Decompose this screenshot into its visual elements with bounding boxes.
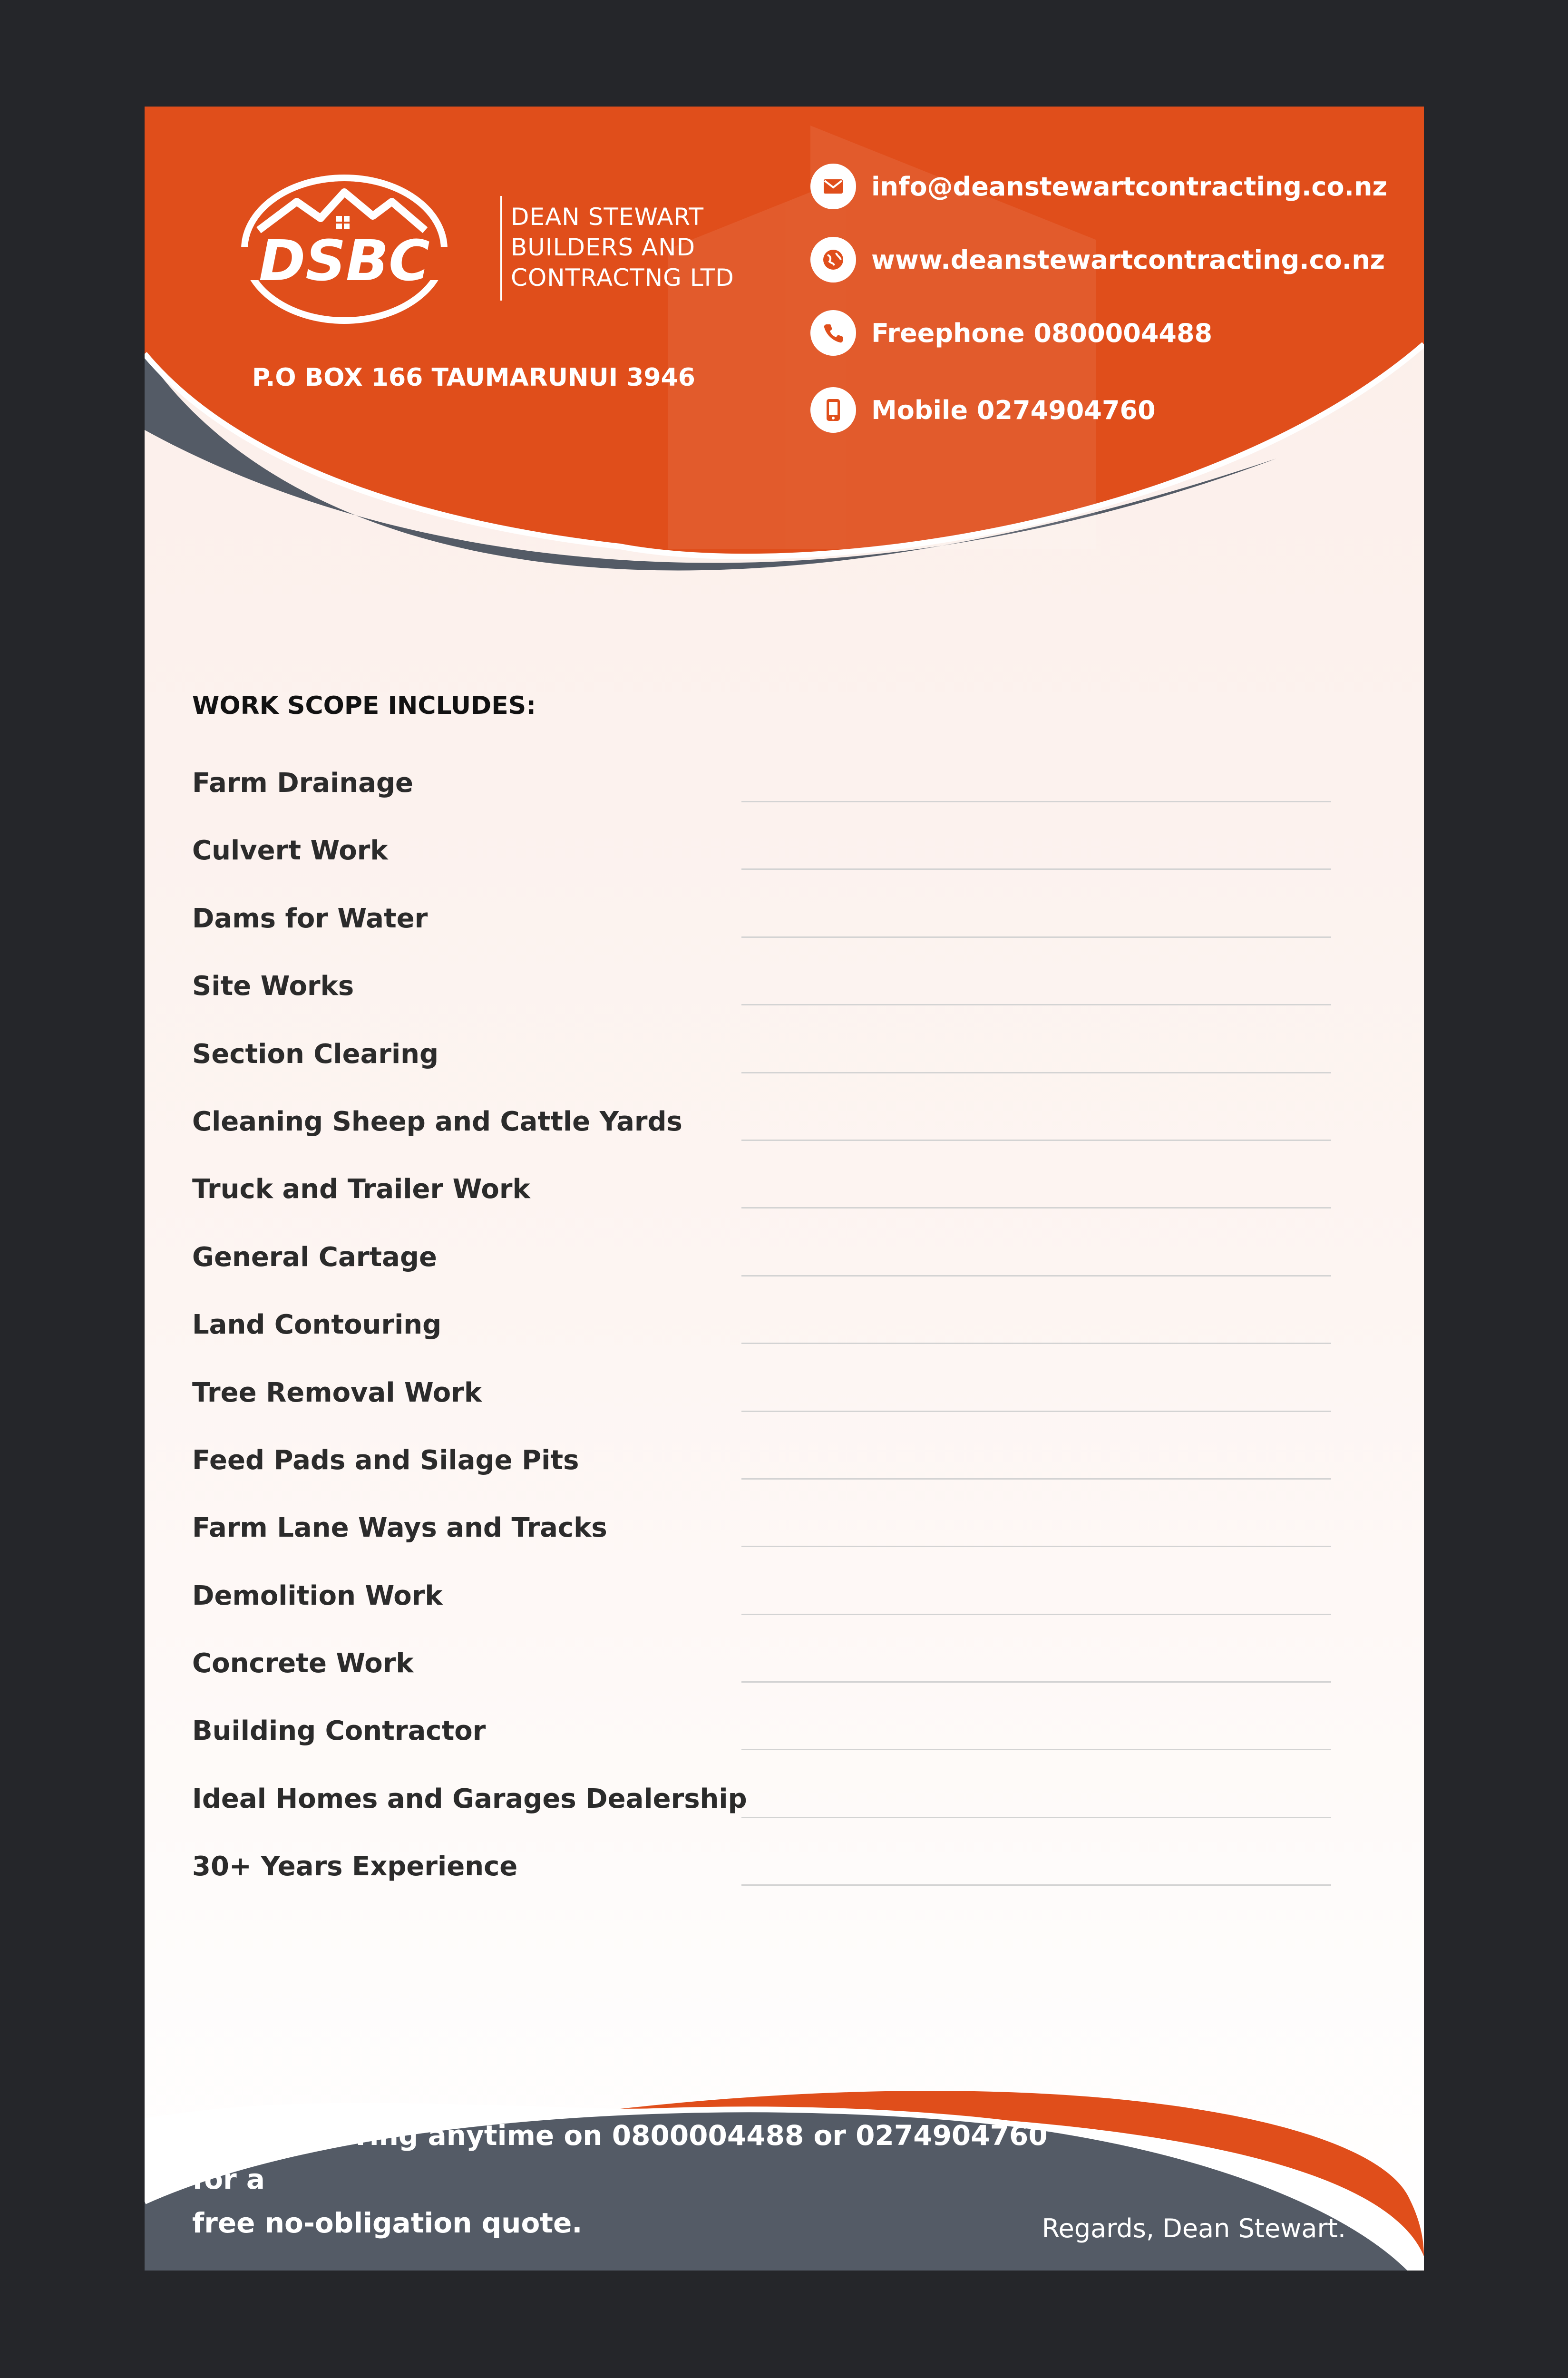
call-to-action — [192, 2114, 1096, 2245]
write-in-line — [741, 1004, 1331, 1005]
write-in-line — [741, 1546, 1331, 1547]
write-in-line — [741, 1343, 1331, 1344]
write-in-line — [741, 1817, 1331, 1818]
scope-item-label: 30+ Years Experience — [192, 1851, 518, 1882]
contact-website[interactable] — [810, 236, 1385, 283]
scope-item-label: Tree Removal Work — [192, 1377, 482, 1408]
scope-item-label: Truck and Trailer Work — [192, 1174, 530, 1205]
scope-item — [192, 1784, 1381, 1851]
company-name-line: BUILDERS AND — [511, 234, 696, 261]
scope-item — [192, 1242, 1381, 1309]
scope-item — [192, 1039, 1381, 1106]
scope-item-label: Section Clearing — [192, 1038, 439, 1070]
work-scope-heading: WORK SCOPE INCLUDES: — [192, 692, 536, 720]
scope-item — [192, 1174, 1381, 1241]
company-logo — [202, 164, 487, 335]
globe-icon — [810, 237, 856, 283]
scope-item-label: Land Contouring — [192, 1309, 442, 1341]
scope-item-label: Dams for Water — [192, 903, 428, 934]
contact-email[interactable] — [810, 163, 1387, 210]
scope-item — [192, 1445, 1381, 1512]
scope-item — [192, 1715, 1381, 1783]
mobile-number[interactable]: Mobile 0274904760 — [871, 395, 1156, 425]
call-to-action-line: free no-obligation quote. — [192, 2207, 583, 2239]
write-in-line — [741, 1614, 1331, 1615]
scope-item — [192, 971, 1381, 1038]
scope-item — [192, 1309, 1381, 1377]
phone-icon — [810, 310, 856, 356]
scope-item — [192, 835, 1381, 903]
company-name — [511, 202, 758, 293]
write-in-line — [741, 1411, 1331, 1412]
scope-item — [192, 903, 1381, 971]
email-icon — [810, 164, 856, 209]
website-url[interactable]: www.deanstewartcontracting.co.nz — [871, 244, 1385, 275]
scope-item-label: General Cartage — [192, 1241, 438, 1273]
scope-item — [192, 1106, 1381, 1174]
scope-item-label: Concrete Work — [192, 1648, 414, 1679]
company-name-line: DEAN STEWART — [511, 203, 704, 231]
contact-mobile[interactable] — [810, 386, 1156, 434]
scope-item-label: Farm Lane Ways and Tracks — [192, 1512, 607, 1544]
write-in-line — [741, 1884, 1331, 1886]
email-address[interactable]: info@deanstewartcontracting.co.nz — [871, 171, 1387, 202]
write-in-line — [741, 936, 1331, 938]
flyer-sheet — [145, 107, 1424, 2271]
write-in-line — [741, 801, 1331, 802]
scope-item-label: Culvert Work — [192, 835, 388, 867]
scope-item — [192, 1377, 1381, 1445]
write-in-line — [741, 1681, 1331, 1683]
mobile-icon — [810, 387, 856, 433]
logo-divider — [500, 196, 502, 301]
scope-item-label: Site Works — [192, 971, 354, 1002]
write-in-line — [741, 868, 1331, 870]
signoff: Regards, Dean Stewart. — [1042, 2213, 1346, 2243]
write-in-line — [741, 1478, 1331, 1480]
write-in-line — [741, 1749, 1331, 1750]
scope-item — [192, 768, 1381, 835]
scope-item-label: Cleaning Sheep and Cattle Yards — [192, 1106, 682, 1137]
scope-item-label: Building Contractor — [192, 1715, 486, 1747]
work-scope-list — [192, 768, 1381, 1919]
scope-item — [192, 1648, 1381, 1715]
scope-item — [192, 1580, 1381, 1648]
postal-address: P.O BOX 166 TAUMARUNUI 3946 — [252, 363, 695, 392]
contact-freephone[interactable] — [810, 309, 1212, 357]
write-in-line — [741, 1072, 1331, 1073]
scope-item — [192, 1512, 1381, 1580]
write-in-line — [741, 1140, 1331, 1141]
scope-item-label: Feed Pads and Silage Pits — [192, 1444, 579, 1476]
write-in-line — [741, 1207, 1331, 1208]
company-name-line: CONTRACTNG LTD — [511, 264, 734, 292]
scope-item — [192, 1851, 1381, 1919]
call-to-action-line: Give me a ring anytime on 0800004488 or 0274904760 for a — [192, 2119, 1048, 2195]
freephone-number[interactable]: Freephone 0800004488 — [871, 318, 1213, 348]
write-in-line — [741, 1275, 1331, 1277]
scope-item-label: Farm Drainage — [192, 768, 414, 799]
logo-monogram: DSBC — [259, 228, 430, 293]
scope-item-label: Ideal Homes and Garages Dealership — [192, 1783, 747, 1814]
scope-item-label: Demolition Work — [192, 1580, 443, 1611]
